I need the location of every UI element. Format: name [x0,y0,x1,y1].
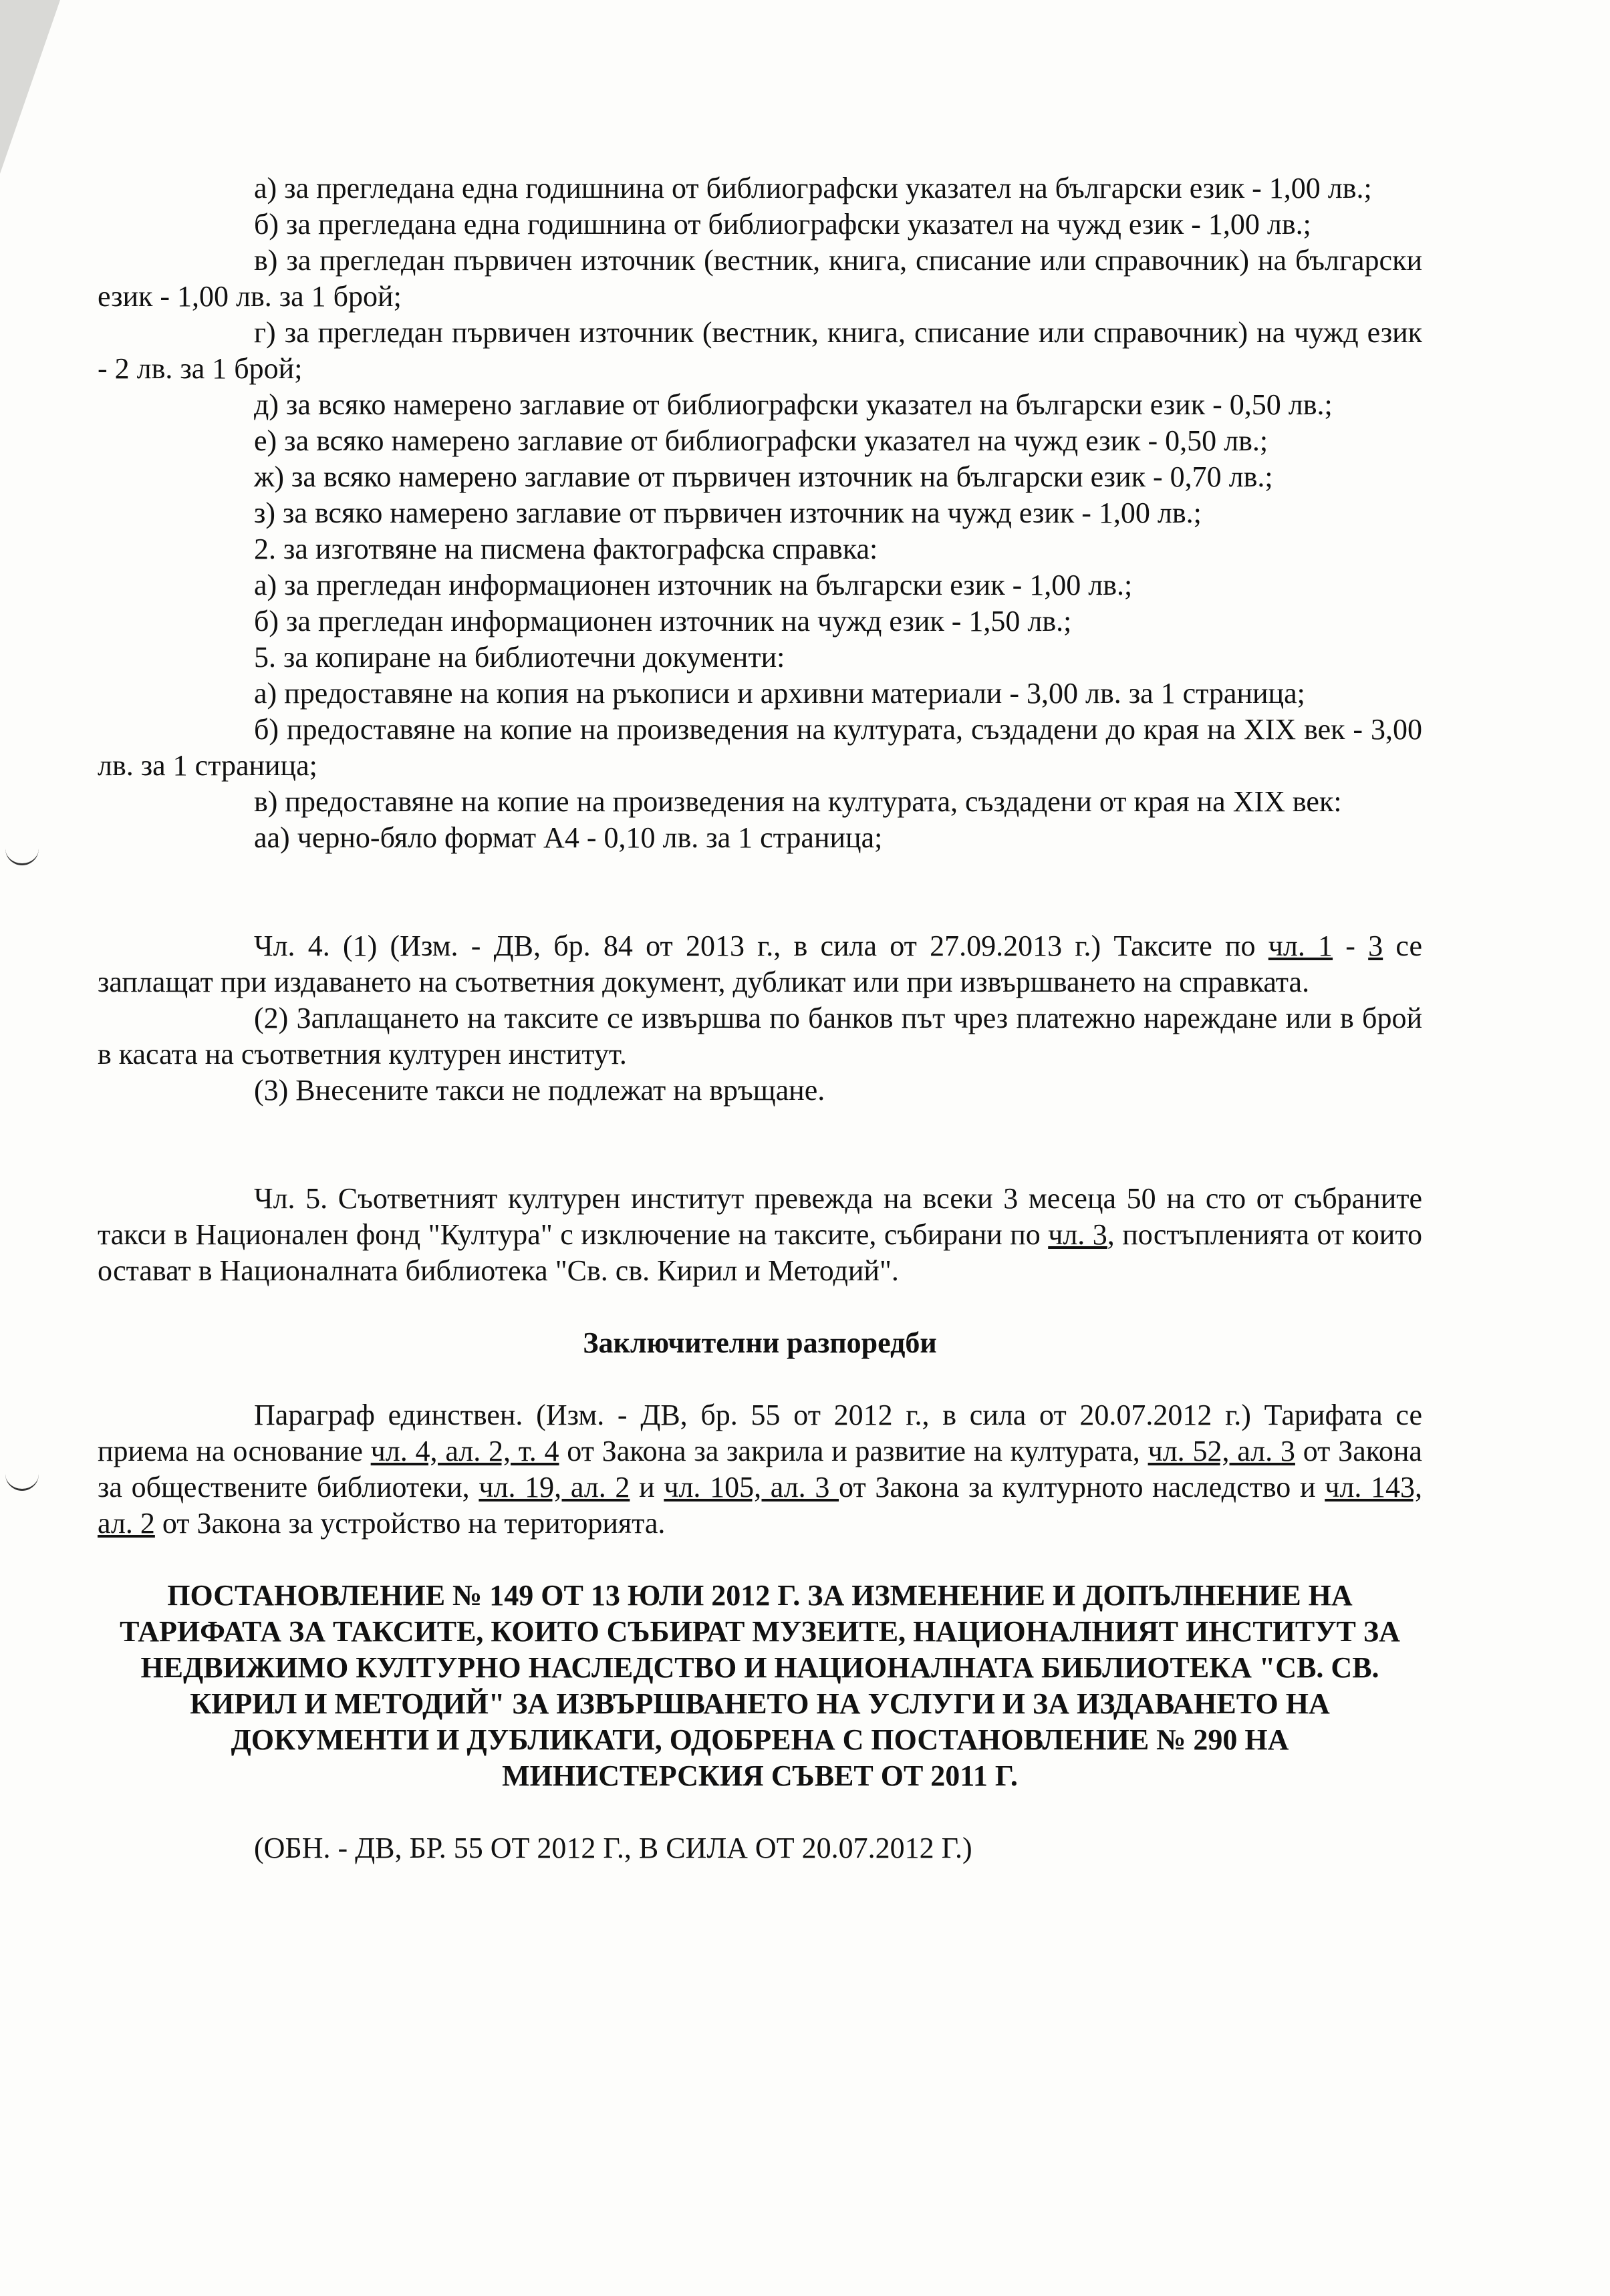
article-4-para-1 [98,928,1422,1000]
link-art-3[interactable]: 3 [1368,929,1383,962]
spacer [98,1794,1422,1830]
fee-item-v5: в) предоставяне на копие на произведения на културата, създадени от края на XIX век: [254,785,1342,818]
fee-item-d1: д) за всяко намерено заглавие от библиографски указател на български език - 0,50 лв.; [254,388,1333,421]
article-4-text: - [1333,929,1369,962]
document-body [98,170,1422,1866]
article-4-text: Чл. 4. (1) (Изм. - ДВ, бр. 84 от 2013 г., в сила от 27.09.2013 г.) Таксите по [254,929,1268,962]
fee-item-a2: а) за прегледан информационен източник на български език - 1,00 лв.; [254,569,1133,601]
spacer [98,1289,1422,1325]
link-art-3[interactable]: чл. 3 [1048,1218,1107,1251]
margin-mark [5,1469,39,1491]
paragraph-text: от Закона за устройство на територията. [154,1507,666,1540]
fee-section-2: 2. за изготвяне на писмена фактографска справка: [254,533,878,565]
article-5 [98,1181,1422,1289]
fee-item-b1: б) за прегледана една годишнина от библиографски указател на чужд език - 1,00 лв.; [254,208,1311,241]
article-4-para-2: (2) Заплащането на таксите се извършва по банков път чрез платежно нареждане или в брой в касата на съответния културен институт. [98,1002,1422,1070]
paragraph-text: от Закона за културното наследство и [839,1471,1325,1503]
link-law-ref[interactable]: чл. 4, ал. 2, т. 4 [370,1435,559,1467]
link-law-ref[interactable]: чл. 19, ал. 2 [479,1471,630,1503]
page-corner-shadow [0,0,60,174]
article-5-text: , постъпленията от които остават в Националната библиотека "Св. св. Кирил и Методий". [98,1218,1422,1287]
article-5-text: Чл. 5. Съответният културен институт превежда на всеки 3 месеца 50 на сто от събраните такси в Национален фонд "Култура" с изключение на таксите, събирани по [98,1182,1422,1251]
spacer [98,1361,1422,1397]
paragraph-text: Параграф единствен. (Изм. - ДВ, бр. 55 от 2012 г., в сила от 20.07.2012 г.) Тарифата се приема на основание [98,1399,1422,1467]
paragraph-text: и [630,1471,664,1503]
fee-item-z1: з) за всяко намерено заглавие от първичен източник на чужд език - 1,00 лв.; [254,496,1202,529]
link-law-ref[interactable]: чл. 52, ал. 3 [1148,1435,1295,1467]
fee-item-a5: а) предоставяне на копия на ръкописи и архивни материали - 3,00 лв. за 1 страница; [254,677,1305,710]
sole-paragraph [98,1397,1422,1542]
article-4-text: се заплащат при издаването на съответния документ, дубликат или при извършването на справката. [98,929,1422,998]
fee-item-a1: а) за прегледана една годишнина от библиографски указател на български език - 1,00 лв.; [254,172,1372,204]
fee-item-v1: в) за прегледан първичен източник (вестник, книга, списание или справочник) на български език - 1,00 лв. за 1 брой; [98,244,1422,313]
margin-mark [5,843,39,865]
section-heading: Заключителни разпоредби [583,1326,937,1359]
fee-section-5: 5. за копиране на библиотечни документи: [254,641,785,674]
link-law-ref[interactable]: чл. 105, ал. 3 [664,1471,839,1503]
spacer [98,1109,1422,1181]
fee-item-aa5: аа) черно-бяло формат А4 - 0,10 лв. за 1 страница; [254,821,883,854]
decree-title: ПОСТАНОВЛЕНИЕ № 149 ОТ 13 ЮЛИ 2012 Г. ЗА ИЗМЕНЕНИЕ И ДОПЪЛНЕНИЕ НА ТАРИФАТА ЗА ТАКСИТЕ, КОИТО СЪБИРАТ МУЗЕИТЕ, НАЦИОНАЛНИЯТ ИНСТИТУТ ЗА НЕДВИЖИМО КУЛТУРНО НАСЛЕДСТВО И НАЦИОНАЛНАТА БИБЛИОТЕКА "СВ. СВ. КИРИЛ И МЕТОДИЙ" ЗА ИЗВЪРШВАНЕТО НА УСЛУГИ И ЗА ИЗДАВАНЕТО НА ДОКУМЕНТИ И ДУБЛИКАТИ, ОДОБРЕНА С ПОСТАНОВЛЕНИЕ № 290 НА МИНИСТЕРСКИЯ СЪВЕТ ОТ 2011 Г. [120,1579,1400,1792]
paragraph-text: от Закона за закрила и развитие на културата, [559,1435,1148,1467]
spacer [98,856,1422,928]
paragraph-text: от Закона за обществените библиотеки, [98,1435,1422,1503]
fee-item-zh1: ж) за всяко намерено заглавие от първичен източник на български език - 0,70 лв.; [254,460,1273,493]
fee-item-b5: б) предоставяне на копие на произведения на културата, създадени до края на XIX век - 3,00 лв. за 1 страница; [98,713,1422,782]
spacer [98,1542,1422,1578]
link-art-1[interactable]: чл. 1 [1268,929,1333,962]
fee-item-b2: б) за прегледан информационен източник на чужд език - 1,50 лв.; [254,605,1072,637]
article-4-para-3: (3) Внесените такси не подлежат на връщане. [254,1074,825,1107]
fee-item-g1: г) за прегледан първичен източник (вестник, книга, списание или справочник) на чужд език - 2 лв. за 1 брой; [98,316,1422,385]
link-law-ref[interactable]: чл. 143, ал. 2 [98,1471,1423,1540]
fee-item-e1: е) за всяко намерено заглавие от библиографски указател на чужд език - 0,50 лв.; [254,424,1268,457]
decree-publication: (ОБН. - ДВ, БР. 55 ОТ 2012 Г., В СИЛА ОТ 20.07.2012 Г.) [254,1832,972,1864]
